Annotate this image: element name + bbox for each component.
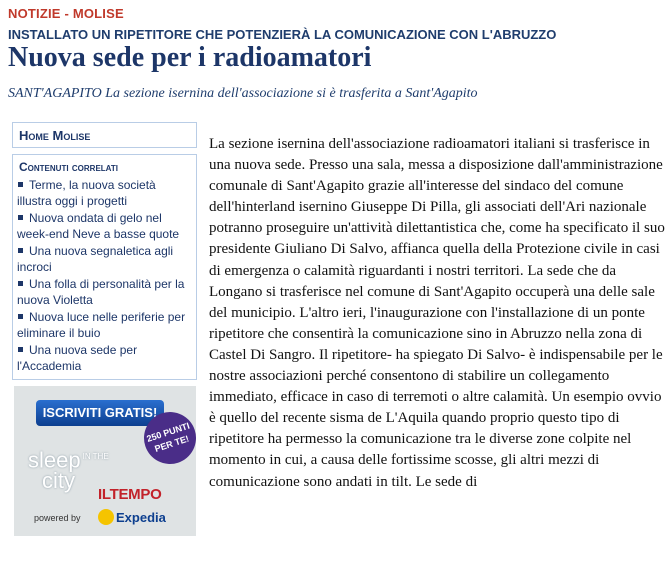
article-overline: INSTALLATO UN RIPETITORE CHE POTENZIERÀ LA COMUNICAZIONE CON L'ABRUZZO <box>8 27 557 42</box>
bullet-icon <box>18 215 23 220</box>
related-link[interactable]: Terme, la nuova società illustra oggi i progetti <box>17 178 156 208</box>
article-body <box>209 134 665 493</box>
expedia-logo-icon <box>98 509 114 525</box>
related-content-title: Contenuti correlati <box>19 160 118 174</box>
related-item <box>17 342 192 374</box>
bullet-icon <box>18 248 23 253</box>
related-link[interactable]: Una nuova segnaletica agli incroci <box>17 244 174 274</box>
article-title: Nuova sede per i radioamatori <box>8 42 372 73</box>
article-subtitle: SANT'AGAPITO La sezione isernina dell'associazione si è trasferita a Sant'Agapito <box>8 86 478 101</box>
ad-logo-city: city <box>42 468 75 493</box>
section-kicker[interactable]: NOTIZIE - MOLISE <box>8 6 124 21</box>
related-item <box>17 309 192 341</box>
ad-logo-sleep: sleep $^{IN THE}$ <box>28 447 109 473</box>
sleep-in-the-city-ad[interactable] <box>14 386 196 536</box>
article-paragraph: La sezione isernina dell'associazione radioamatori italiani si trasferisce in una nuova sede. Presso una sala, messa a disposizione dall'amministrazione comunale di Sant'Agapito grazie all'interesse del sindaco del comune dell'hinterland isernino Giuseppe Di Pilla, gli associati dell'Ari nazionale potranno proseguire un'attività dilettantistica che, come ha specificato il suo presidente Giuliano Di Salvo, affianca quella della Protezione civile in casi di emergenza o calamità riguardanti i nostri territori. La sede che da Longano si trasferisce nel comune di Sant'Agapito occuperà una delle sale del municipio. L'altro ieri, l'inaugurazione con l'installazione di un ponte ripetitore che consentirà la comunicazione sino in Abruzzo nella zona di Castel Di Sangro. Il ripetitore- ha spiegato Di Salvo- è indispensabile per le nostre associazioni perché consentono di stabilire un collegamento immediato, efficace in caso di terremoti o altre calamità. Un esempio ovvio è quello del recente sisma de L'Aquila quando proprio questo tipo di ripetitore ha permesso la comunicazione tra le diverse zone colpite nel momento in cui, a causa delle fortissime scosse, gli altri mezzi di comunicazione sono andati in tilt. Le sede di <box>209 136 665 490</box>
bullet-icon <box>18 347 23 352</box>
home-molise-link[interactable]: Home Molise <box>19 128 91 143</box>
bullet-icon <box>18 314 23 319</box>
ad-logo-iltempo: ILTEMPO <box>98 486 162 503</box>
ad-expedia: Expedia <box>116 510 166 525</box>
ad-cta-button[interactable]: ISCRIVITI GRATIS! <box>36 400 164 426</box>
home-box <box>12 122 197 148</box>
ad-powered-by: powered by <box>34 513 81 523</box>
sidebar <box>12 122 197 386</box>
related-list <box>13 177 196 379</box>
related-item <box>17 276 192 308</box>
related-link[interactable]: Nuova luce nelle periferie per eliminare il buio <box>17 310 186 340</box>
related-link[interactable]: Nuova ondata di gelo nel week-end Neve a basse quote <box>17 211 180 241</box>
related-content-box <box>12 154 197 380</box>
ad-points-badge: 250 PUNTI PER TE! <box>137 405 196 471</box>
related-item <box>17 177 192 209</box>
related-link[interactable]: Una folla di personalità per la nuova Violetta <box>17 277 185 307</box>
bullet-icon <box>18 281 23 286</box>
related-item <box>17 243 192 275</box>
related-link[interactable]: Una nuova sede per l'Accademia <box>17 343 138 373</box>
bullet-icon <box>18 182 23 187</box>
related-item <box>17 210 192 242</box>
